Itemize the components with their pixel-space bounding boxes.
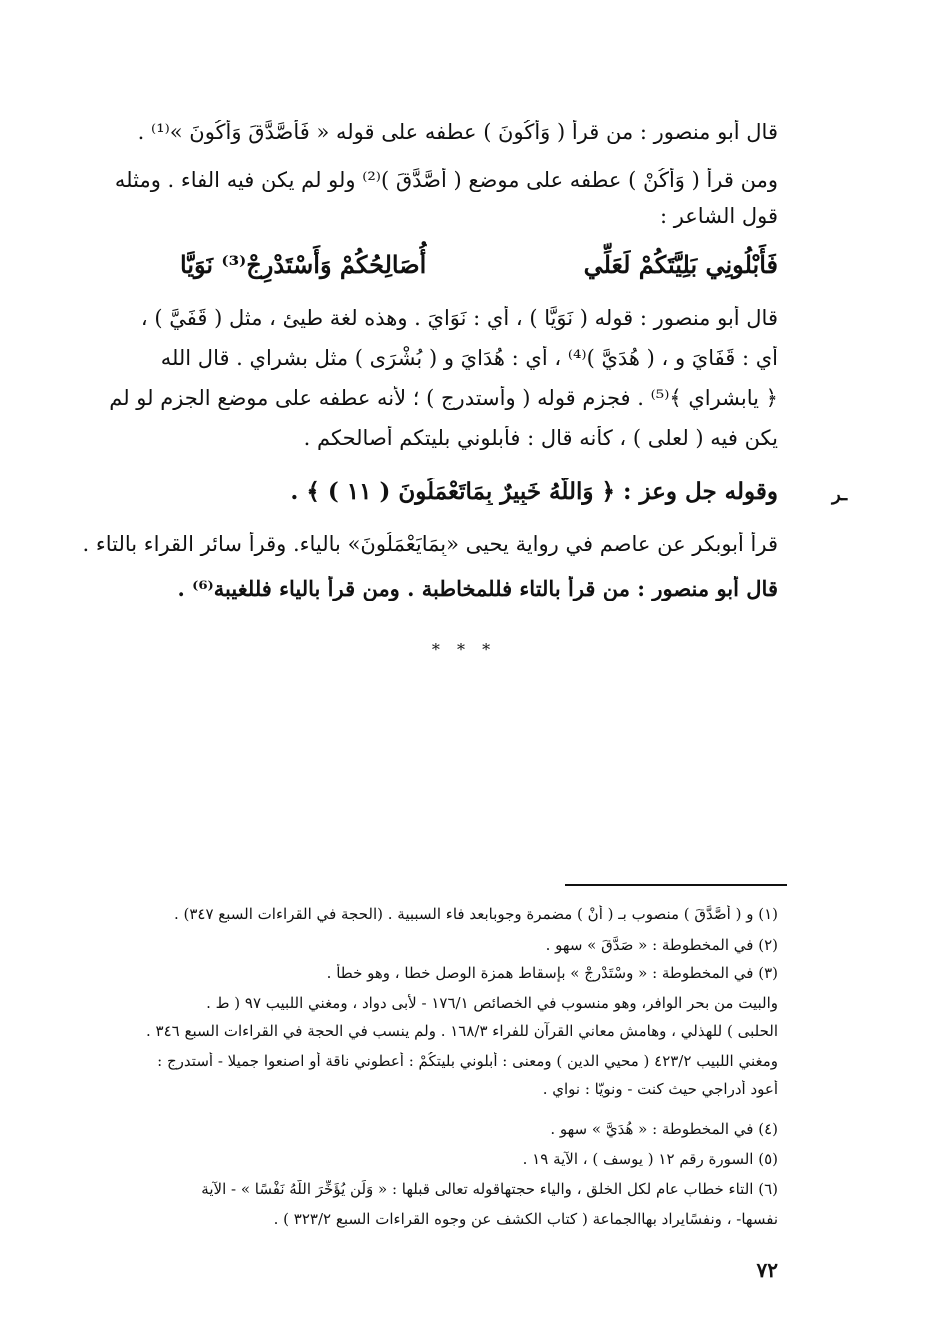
body-line-3: ﴿ يابشراي ﴾⁽⁵⁾ . فجزم قوله ( وأستدرج ) ؛ لأنه عطفه على موضع الجزم لو لم <box>109 386 778 410</box>
body-line-7: قال أبو منصور : من قرأ بالتاء فللمخاطبة . ومن قرأ بالياء فللغيبة⁽⁶⁾ . <box>177 576 778 601</box>
body-line-6: قرأ أبوبكر عن عاصم في رواية يحيى «بِمَايَعْمَلُونَ» بالياء. وقرأ سائر القراء بالتاء . <box>82 532 778 556</box>
footnote-3: (٣) في المخطوطة : « وسْتَدْرِجْ » بإسقاط همزة الوصل خطا ، وهو خطأ . <box>326 964 778 982</box>
body-line-2: أي : قَفَايَ و ، ( هُدَيَّ )⁽⁴⁾ ، أي : هُدَايَ و ( بُشْرَى ) مثل بشراي . قال الله <box>160 346 778 370</box>
footnote-3-cont-3: ومغني اللبيب ٤٢٣/٢ ( محيي الدين ) ومعنى : أبلوني بليتكُمْ : أعطوني ناقة أو اصنعوا جميلا - أستدرج : <box>157 1052 778 1070</box>
page-number: ٧٢ <box>756 1258 778 1282</box>
footnote-3-cont-2: الحلبى ) للهذلي ، وهامش معاني القرآن للفراء ١٦٨/٣ . ولم ينسب في الحجة في القراءات السبع ٣٤٦ . <box>146 1022 778 1040</box>
footnote-3-cont-4: أعود أدراجي حيث كنت - ونويّا : نواي . <box>542 1080 778 1098</box>
footnote-1: (١) و ( أَصَّدَّقَ ) منصوب بـ ( أَنْ ) مضمرة وجوبابعد فاء السببية . (الحجة في القراءات السبع ٣٤٧) . <box>173 905 778 923</box>
footnote-3-cont-1: والبيت من بحر الوافر، وهو منسوب في الخصائص ١٧٦/١ - لأبى دواد ، ومغني اللبيب ٩٧ ( ط . <box>206 994 778 1012</box>
paragraph-line-2: ومن قرأ ( وَأَكُنْ ) عطفه على موضع ( أَصَّدَّقَ )⁽²⁾ ولو لم يكن فيه الفاء . ومثله <box>114 168 778 192</box>
body-line-1: قال أبو منصور : قوله ( نَوَيَّا ) ، أي : نَوَايَ . وهذه لغة طيئ ، مثل ( قَفَيَّ ) ، <box>140 306 778 330</box>
quran-verse-line: وقوله جل وعز : ﴿ وَاللَّهُ خَبِيرٌ بِمَاتَعْمَلُونَ ( ١١ ) ﴾ . <box>290 478 778 505</box>
section-separator: * * * <box>431 640 497 659</box>
footnote-6-cont: نفسها- ، ونفسًايراد بهاالجماعة ( كتاب الكشف عن وجوه القراءات السبع ٣٢٣/٢ ) . <box>273 1210 778 1228</box>
footnote-2: (٢) في المخطوطة : « صَدَّقَ » سهو . <box>545 936 778 954</box>
footnote-5: (٥) السورة رقم ١٢ ( يوسف ) ، الآية ١٩ . <box>522 1150 778 1168</box>
body-line-4: يكن فيه ( لعلى ) ، كأنه قال : فأبلوني بليتكم أصالحكم . <box>303 426 778 450</box>
footnote-6: (٦) التاء خطاب عام لكل الخلق ، والياء حجتهاقوله تعالى قبلها : « وَلَن يُؤَخِّرَ اللَّهُ نَفْسًا » - الآية <box>201 1180 778 1198</box>
margin-mark: ـر <box>832 484 848 505</box>
verse-first-hemistich: فَأَبْلُونِي بَلِيَّتَكُمْ لَعَلِّي <box>583 250 778 279</box>
paragraph-line-3: قول الشاعر : <box>659 204 778 228</box>
footnote-4: (٤) في المخطوطة : « هُدَيَّ » سهو . <box>550 1120 778 1138</box>
footnote-divider <box>565 884 787 886</box>
paragraph-line-1: قال أبو منصور : من قرأ ( وَأَكُونَ ) عطفه على قوله « فَأَصَّدَّقَ وَأَكُونَ »⁽¹⁾ . <box>137 120 778 144</box>
verse-second-hemistich: أُصَالِحُكُمْ وَأَسْتَدْرِجْ⁽³⁾ نَوَيَّا <box>180 250 427 279</box>
poetry-verse <box>180 250 778 290</box>
